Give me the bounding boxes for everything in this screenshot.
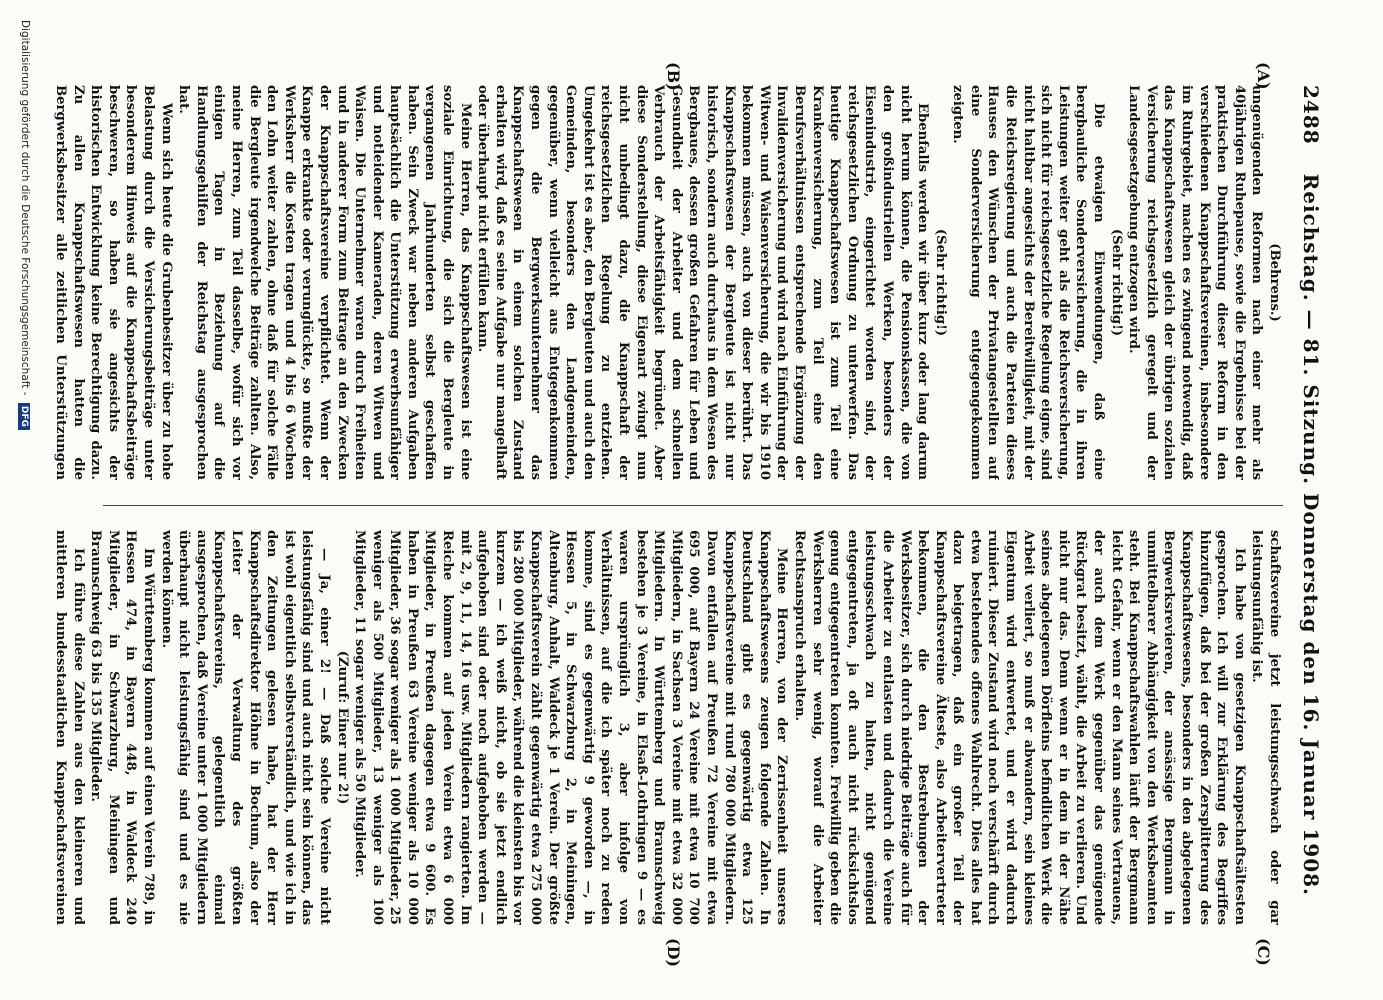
right-column (53, 530, 1283, 925)
paragraph: Meine Herren, von der Zerrissenheit unseres Knappschaftswesens zeugen folgende Zahlen. In Deutschland gibt es gegenwärtig etwa 125 Knappschaftsvereine mit rund 780 000 Mitgliedern. Davon entfallen auf Preußen 72 Vereine mit etwa 695 000, auf Bayern 24 Vereine mit etwa 10 700 Mitgliedern, in Sachsen 3 Vereine mit etwa 32 000 Mitgliedern. In Württemberg und Braunschweig bestehen je 3 Vereine, in Elsaß-Lothringen 9 — es waren ursprünglich 3, aber infolge von Verhältnissen, auf die ich später noch zu reden komme, sind es gegenwärtig 9 geworden —, in Hessen 5, in Schwarzburg 2, in Meiningen, Altenburg, Anhalt, Waldeck je 1 Verein. Der größte Knappschaftsverein zählt gegenwärtig etwa 275 000 bis 280 000 Mitglieder, während die kleinsten bis vor kurzem — ich weiß nicht, ob sie jetzt endlich aufgehoben sind oder noch aufgehoben werden — mit 2, 9, 11, 14, 16 usw. Mitgliedern rangierten. Im Reiche kommen auf jeden Verein etwa 6 000 Mitglieder, in Preußen dagegen etwa 9 600. Es haben in Preußen 63 Vereine weniger als 10 000 Mitglieder, 36 sogar weniger als 1 000 Mitglieder, 25 weniger als 500 Mitglieder, 13 weniger als 100 Mitglieder, 11 sogar weniger als 50 Mitglieder. (352, 530, 790, 925)
speaker-label: (Behrens.) (1267, 243, 1282, 322)
page-number: 2488 (1299, 85, 1323, 145)
dfg-logo: DFG (18, 403, 30, 430)
paragraph: schaftsvereine jetzt leistungsschwach oder gar leistungsunfähig ist. (1249, 530, 1282, 925)
column-divider (103, 505, 1283, 506)
paragraph: Ebenfalls werden wir über kurz oder lang darum nicht herum können, die Pensionskassen, die von den großindustriellen Werken, besonders der Eisenindustrie, eingerichtet worden sind, der reichsgesetzlichen Ordnung zu unterwerfen. Das heutige Knappschaftswesen ist zum Teil eine Krankenversicherung, zum Teil eine den Berufsverhältnissen entsprechende Ergänzung der Invalidenversicherung und wird nach Einführung der Witwen- und Waisenversicherung, die wir bis 1910 bekommen müssen, auch von dieser berührt. Das Knappschaftswesen der Bergleute ist nicht nur historisch, sondern auch durchaus in dem Wesen des Bergbaues, dessen großen Gefahren für Leben und Gesundheit der Arbeiter und dem schnellen Verbrauch der Arbeitsfähigkeit begründet. Aber diese Sonderstellung, diese Eigenart zwingt nun nicht unbedingt dazu, die Knappschaft der reichsgesetzlichen Regelung zu entziehen. Umgekehrt ist es aber, den Bergleuten und auch den Gemeinden, besonders den Landgemeinden, gegenüber, wenn vielleicht aus Entgegenkommen gegen die Bergwerksunternehmer das Knappschaftswesen in einem solchen Zustand erhalten wird, daß es seine Aufgabe nur mangelhaft oder überhaupt nicht erfüllen kann. (475, 85, 931, 480)
paragraph: — Ja, einer 2! — Daß solche Vereine nicht leistungsfähig sind und auch nicht sein können, das ist wohl eigentlich selbstverständlich, und wie ich in den Zeitungen gelesen habe, hat der Herr Knappschaftsdirektor Höhne in Bochum, also der Leiter der Verwaltung des größten Knappschaftsvereins, gelegentlich einmal ausgesprochen, daß Vereine unter 1 000 Mitgliedern überhaupt nicht leistungsfähig sind und es nie werden können. (158, 530, 332, 925)
interjection: (Sehr richtig!) (1108, 228, 1124, 337)
paragraph: Die etwaigen Einwendungen, daß eine bergbauliche Sonderversicherung, die in ihren Leistungen weiter geht als die Reichsversicherung, sich nicht für reichsgesetzliche Regelung eigne, sind nicht haltbar angesichts der Bereitwilligkeit, mit der die Reichsregierung und auch die Parteien dieses Hauses den Wünschen der Privatangestellten auf eine Sonderversicherung entgegengekommen zeigten. (950, 85, 1107, 480)
margin-letter-d: (D) (664, 938, 683, 968)
paragraph: Ich habe von gesetzigen Knappschaftsältesten gesprochen. Ich will zur Erklärung des Begriffes hinzufügen, daß bei der großen Zersplitterung des Knappschaftswesens, besonders in den abgelegenen Bergwerksrevieren, der ansässige Bergmann in unmittelbarer Abhängigkeit von den Werksbeamten steht. Bei Knappschaftswahlen läuft der Bergmann leicht Gefahr, wenn er den Mann seines Vertrauens, der auch dem Werk gegenüber das genügende Rückgrat besitzt, wählt, die Arbeit zu verlieren. Und nicht nur das. Denn wenn er in dem in der Nähe seines abgelegenen Dörfleins befindlichen Werk die Arbeit verliert, so muß er abwandern, sein kleines Eigentum wird entwertet, und er wird dadurch ruiniert. Dieser Zustand wird noch verschärft durch etwa bestehendes offenes Wahlrecht. Dies alles hat dazu beigetragen, daß ein großer Teil der Knappschaftsvereine Älteste, also Arbeitervertreter bekommen, die den Bestrebungen der Werksbesitzer, sich durch niedrige Beiträge auch für die Arbeiter zu entlasten und dadurch die Vereine leistungsschwach zu halten, nicht genügend entgegentreten, ja oft auch nicht rücksichtslos genug entgegentreten konnten. Freiwillig geben die Werksherren sehr wenig, worauf die Arbeiter Rechtsanspruch erhalten. (791, 530, 1247, 925)
margin-letter-c: (C) (1254, 938, 1273, 966)
paragraph: Ich führe diese Zahlen aus den kleineren und mittleren bundesstaatlichen Knappschaftsvereinen (53, 530, 86, 925)
left-column (53, 85, 1283, 480)
paragraph: Im Württemberg kommen auf einen Verein 789, in Hessen 474, in Bayern 448, in Waldeck 240 Mitglieder, in Schwarzburg, Meiningen und Braunschweig 63 bis 135 Mitglieder. (88, 530, 156, 925)
interjection: (Sehr richtig!) (932, 228, 948, 337)
running-title: Reichstag. — 81. Sitzung. Donnerstag den 16. Januar 1908. (1299, 173, 1323, 897)
interjection: (Zuruf: Einer nur 2!) (334, 650, 350, 805)
paragraph: Meine Herren, das Knappschaftswesen ist eine soziale Einrichtung, die sich die Bergleute in vergangenen Jahrhunderten selbst geschaffen haben. Sein Zweck war neben anderen Aufgaben hauptsächlich die Unterstützung erwerbsunfähiger und notleidender Kameraden, deren Witwen und Waisen. Die Unternehmer waren durch Freiheiten und in anderer Form zum Beitrage an den Zwecken der Knappschaftsvereine verpflichtet. Wenn der Knappe erkrankte oder verunglückte, so mußte der Werksherr die Kosten tragen und 4 bis 6 Wochen den Lohn weiter zahlen, ohne daß für solche Fälle die Bergleute irgendwelche Beiträge zahlten. Also, meine Herren, zum Teil dasselbe, wofür sich vor einigen Tagen in Beziehung auf die Handlungsgehilfen der Reichstag ausgesprochen hat. (176, 85, 473, 480)
margin-letter-a: (A) (1254, 62, 1273, 90)
paragraph: ungenügenden Reformen nach einer mehr als 40jährigen Ruhepause, sowie die Ergebnisse bei der praktischen Durchführung dieser Reform in den verschiedenen Knappschaftsvereinen, insbesondere im Ruhrgebiet, machen es zwingend notwendig, daß das Knappschaftswesen gleich der übrigen sozialen Versicherung reichsgesetzlich geregelt und der Landesgesetzgebung entzogen wird. (1126, 85, 1265, 480)
margin-letter-b: (B) (664, 62, 683, 91)
digitization-credit (18, 20, 31, 430)
page-header (1293, 85, 1323, 925)
credit-text: Digitalisierung gefördert durch die Deutsche Forschungsgemeinschaft - (19, 20, 31, 396)
paragraph: Wenn sich heute die Grubenbesitzer über zu hohe Belastung durch die Versicherungsbeiträge unter besonderem Hinweis auf die Knappschaftsbeiträge beschweren, so haben sie angesichts der historischen Entwicklung keine Berechtigung dazu. Zu allen Knappschaftswesen hatten die Bergwerksbesitzer alle zeitlichen Unterstützungen (53, 85, 174, 480)
